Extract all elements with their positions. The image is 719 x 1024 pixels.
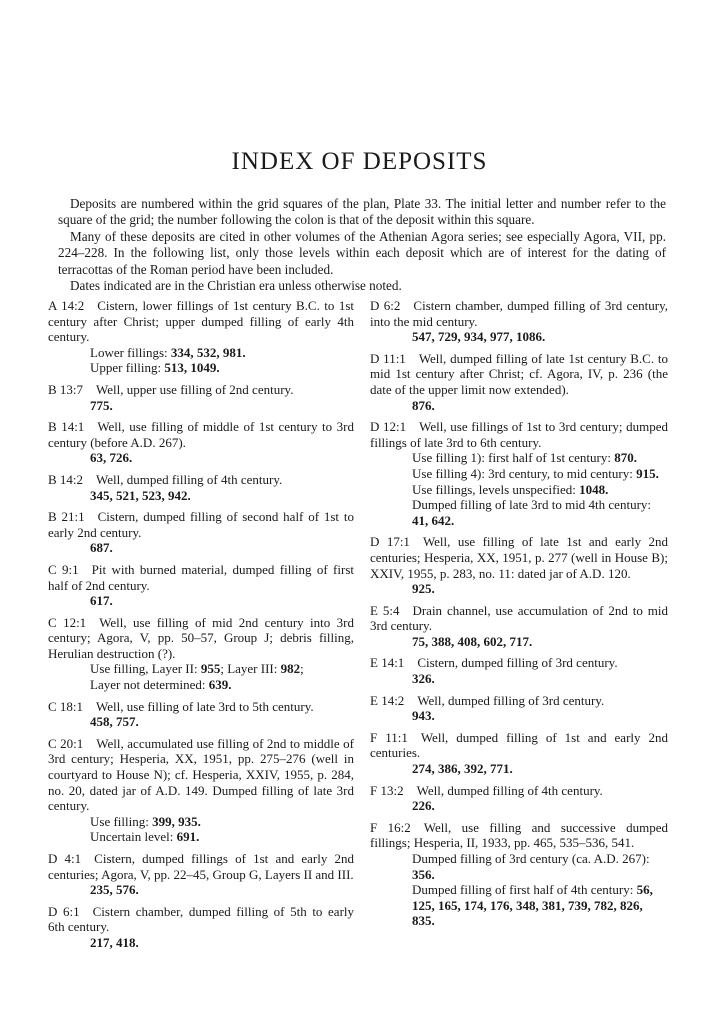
deposit-entry [370, 655, 668, 686]
deposit-description [48, 472, 354, 488]
deposit-description [48, 699, 354, 715]
deposit-description [48, 736, 354, 814]
deposit-code: C 18:1 [48, 698, 84, 714]
deposit-entry [48, 472, 354, 503]
deposit-level [48, 661, 354, 677]
deposit-code: C 12:1 [48, 614, 87, 630]
catalogue-numbers: 547, 729, 934, 977, 1086. [412, 329, 546, 345]
deposit-code: D 11:1 [370, 350, 406, 366]
catalogue-numbers: 75, 388, 408, 602, 717. [412, 633, 533, 649]
catalogue-numbers: 235, 576. [90, 882, 139, 898]
deposit-description [370, 820, 668, 851]
deposit-description [370, 419, 668, 450]
page-title: INDEX OF DEPOSITS [231, 148, 488, 175]
deposit-text: Cistern, dumped filling of second half of 1st to early 2nd century. [48, 509, 354, 540]
deposit-entry [370, 693, 668, 724]
level-label: Upper filling: [90, 360, 165, 376]
deposit-text: Well, use fillings of 1st to 3rd century; dumped fillings of late 3rd to 6th century. [370, 419, 669, 450]
deposit-entry [370, 351, 668, 413]
catalogue-numbers: 334, 532, 981. [170, 344, 246, 360]
level-label: ; [300, 661, 304, 677]
intro-text [58, 196, 666, 294]
deposit-entry [370, 783, 668, 814]
level-label: Dumped filling of late 3rd to mid 4th century: [412, 497, 652, 513]
deposit-description [370, 730, 668, 761]
deposit-level [48, 814, 354, 830]
deposit-text: Well, use filling of late 1st and early 2nd centuries; Hesperia, XX, 1951, p. 277 (well in House B); XXIV, 1955, p. 283, no. 11: dated jar of A.D. 120. [370, 534, 669, 581]
deposit-text: Well, dumped filling of 1st and early 2nd centuries. [370, 729, 668, 761]
deposit-description [370, 655, 668, 671]
catalogue-numbers: 955 [200, 661, 221, 677]
catalogue-numbers: 870. [614, 450, 637, 466]
deposit-level [370, 466, 668, 482]
deposit-entry [370, 730, 668, 777]
level-label: Layer not determined: [90, 677, 209, 693]
deposit-entry [370, 419, 668, 528]
deposit-code: B 14:2 [48, 471, 84, 487]
catalogue-numbers: 687. [90, 540, 113, 556]
deposit-text: Well, use filling of late 3rd to 5th century. [96, 698, 314, 714]
deposit-entry [370, 820, 668, 929]
catalogue-numbers: 691. [176, 829, 200, 845]
catalogue-numbers: 876. [412, 397, 435, 413]
deposit-code: F 16:2 [370, 819, 411, 835]
deposit-text: Well, use filling of middle of 1st century to 3rd century (before A.D. 267). [48, 419, 354, 450]
deposit-entry [48, 615, 354, 693]
deposit-level [48, 829, 354, 845]
deposit-entry [48, 298, 354, 376]
level-label: Dumped filling of first half of 4th century: [412, 882, 637, 898]
deposit-description [48, 298, 354, 345]
catalogue-numbers: 399, 935. [152, 813, 201, 829]
level-label: Use filling 1): first half of 1st century: [412, 450, 615, 466]
deposit-description [370, 298, 668, 329]
deposit-entry [48, 699, 354, 730]
catalogue-numbers: 617. [90, 593, 113, 609]
deposit-code: D 6:2 [370, 298, 401, 313]
deposit-level [370, 882, 668, 929]
deposit-entry [48, 419, 354, 466]
deposit-text: Well, use filling of mid 2nd century into 3rd century; Agora, V, pp. 50–57, Group J; debris filling, Herulian destruction (?). [48, 614, 354, 661]
catalogue-numbers: 639. [208, 677, 232, 693]
deposit-description [48, 615, 354, 662]
deposit-entry [370, 298, 668, 345]
level-label: Use filling: [90, 813, 153, 829]
catalogue-numbers: 326. [412, 671, 435, 687]
deposit-code: E 14:1 [370, 655, 405, 671]
deposit-entry [48, 509, 354, 556]
deposit-level [48, 345, 354, 361]
catalogue-numbers: 943. [412, 708, 435, 724]
deposit-description [48, 851, 354, 882]
catalogue-numbers: 63, 726. [90, 450, 133, 466]
deposit-code: D 12:1 [370, 419, 407, 435]
deposit-text: Drain channel, use accumulation of 2nd to mid 3rd century. [370, 602, 668, 634]
deposit-description [370, 351, 668, 398]
deposit-text: Cistern, dumped fillings of 1st and early 2nd centuries; Agora, V, pp. 22–45, Group G, Layers II and III. [48, 851, 354, 882]
deposit-description [370, 693, 668, 709]
deposit-description [370, 783, 668, 799]
deposit-description [48, 562, 354, 593]
catalogue-numbers: 217, 418. [90, 934, 139, 950]
deposit-entry [48, 904, 354, 951]
catalogue-numbers: 915. [636, 465, 659, 481]
catalogue-numbers: 982 [280, 661, 301, 677]
level-label: ; Layer III: [220, 661, 281, 677]
deposit-code: F 13:2 [370, 782, 404, 798]
catalogue-numbers: 274, 386, 392, 771. [412, 761, 513, 777]
deposit-level [48, 360, 354, 376]
intro-paragraph: Many of these deposits are cited in other volumes of the Athenian Agora series; see especially Agora, VII, pp. 224–228. In the following list, only those levels within each deposit which are of interest for the dating of terracottas of the Roman period have been included. [58, 228, 666, 277]
deposit-code: C 9:1 [48, 561, 79, 577]
deposit-level [370, 851, 668, 882]
deposit-entry [48, 736, 354, 845]
catalogue-numbers: 226. [412, 798, 435, 814]
deposit-text: Well, dumped filling of 4th century. [96, 471, 283, 487]
deposit-code: E 5:4 [370, 602, 400, 618]
deposit-entry [370, 603, 668, 650]
deposit-level [370, 450, 668, 466]
intro-paragraph: Deposits are numbered within the grid squares of the plan, Plate 33. The initial letter and number refer to the square of the grid; the number following the colon is that of the deposit within this square. [58, 196, 666, 228]
catalogue-numbers: 458, 757. [90, 714, 139, 730]
deposit-description [370, 534, 668, 581]
deposit-description [48, 419, 354, 450]
deposit-code: C 20:1 [48, 735, 84, 751]
deposit-code: F 11:1 [370, 729, 408, 745]
catalogue-numbers: 1048. [579, 481, 609, 497]
deposit-description [48, 382, 354, 398]
level-label: Lower fillings: [90, 344, 171, 360]
deposit-entry [370, 534, 668, 596]
deposit-code: D 6:1 [48, 903, 80, 919]
level-label: Use filling, Layer II: [90, 661, 201, 677]
deposit-text: Cistern chamber, dumped filling of 5th to early 6th century. [48, 903, 355, 935]
deposit-code: B 14:1 [48, 419, 85, 435]
catalogue-numbers: 56, 125, 165, 174, 176, 348, 381, 739, 782, 826, 835. [412, 882, 653, 929]
deposit-level [370, 482, 668, 498]
right-column [370, 298, 668, 935]
left-column [48, 298, 354, 957]
deposit-code: A 14:2 [48, 298, 85, 313]
deposit-text: Well, dumped filling of late 1st century B.C. to mid 1st century after Christ; cf. Agora, IV, p. 236 (the date of the upper limit now extended). [370, 350, 668, 397]
catalogue-numbers: 513, 1049. [164, 360, 220, 376]
deposit-text: Pit with burned material, dumped filling of first half of 2nd century. [48, 561, 354, 593]
deposit-entry [48, 382, 354, 413]
deposit-description [48, 904, 354, 935]
deposit-text: Well, accumulated use filling of 2nd to middle of 3rd century; Hesperia, XX, 1951, pp. 275–276 (well in courtyard to House N); cf. Hesperia, XXIV, 1955, p. 284, no. 20, dated jar of A.D. 149. Dumped filling of late 3rd century. [48, 735, 354, 814]
deposit-description [48, 509, 354, 540]
catalogue-numbers: 925. [412, 581, 435, 597]
deposit-description [370, 603, 668, 634]
deposit-text: Well, dumped filling of 3rd century. [417, 692, 605, 708]
deposit-text: Well, upper use filling of 2nd century. [96, 381, 294, 397]
deposit-text: Cistern, lower fillings of 1st century B.C. to 1st century after Christ; upper dumped filling of early 4th century. [48, 298, 354, 345]
deposit-code: B 21:1 [48, 509, 85, 525]
catalogue-numbers: 775. [90, 397, 113, 413]
catalogue-numbers: 356. [412, 866, 435, 882]
deposit-entry [48, 851, 354, 898]
level-label: Use filling 4): 3rd century, to mid century: [412, 465, 637, 481]
level-label: Dumped filling of 3rd century (ca. A.D. 267): [412, 851, 650, 866]
deposit-text: Well, dumped filling of 4th century. [416, 782, 603, 798]
level-label: Use fillings, levels unspecified: [412, 481, 580, 497]
deposit-code: B 13:7 [48, 381, 84, 397]
deposit-code: D 4:1 [48, 851, 82, 866]
catalogue-numbers: 345, 521, 523, 942. [90, 487, 191, 503]
deposit-code: D 17:1 [370, 534, 410, 550]
level-label: Uncertain level: [90, 829, 177, 845]
deposit-level [370, 497, 668, 528]
deposit-text: Cistern chamber, dumped filling of 3rd century, into the mid century. [370, 298, 668, 329]
deposit-level [48, 677, 354, 693]
deposit-text: Cistern, dumped filling of 3rd century. [417, 655, 618, 671]
deposit-entry [48, 562, 354, 609]
intro-paragraph: Dates indicated are in the Christian era unless otherwise noted. [70, 278, 402, 294]
deposit-text: Well, use filling and successive dumped fillings; Hesperia, II, 1933, pp. 465, 535–536, 541. [370, 819, 669, 851]
deposit-code: E 14:2 [370, 692, 405, 708]
catalogue-numbers: 41, 642. [412, 512, 455, 528]
